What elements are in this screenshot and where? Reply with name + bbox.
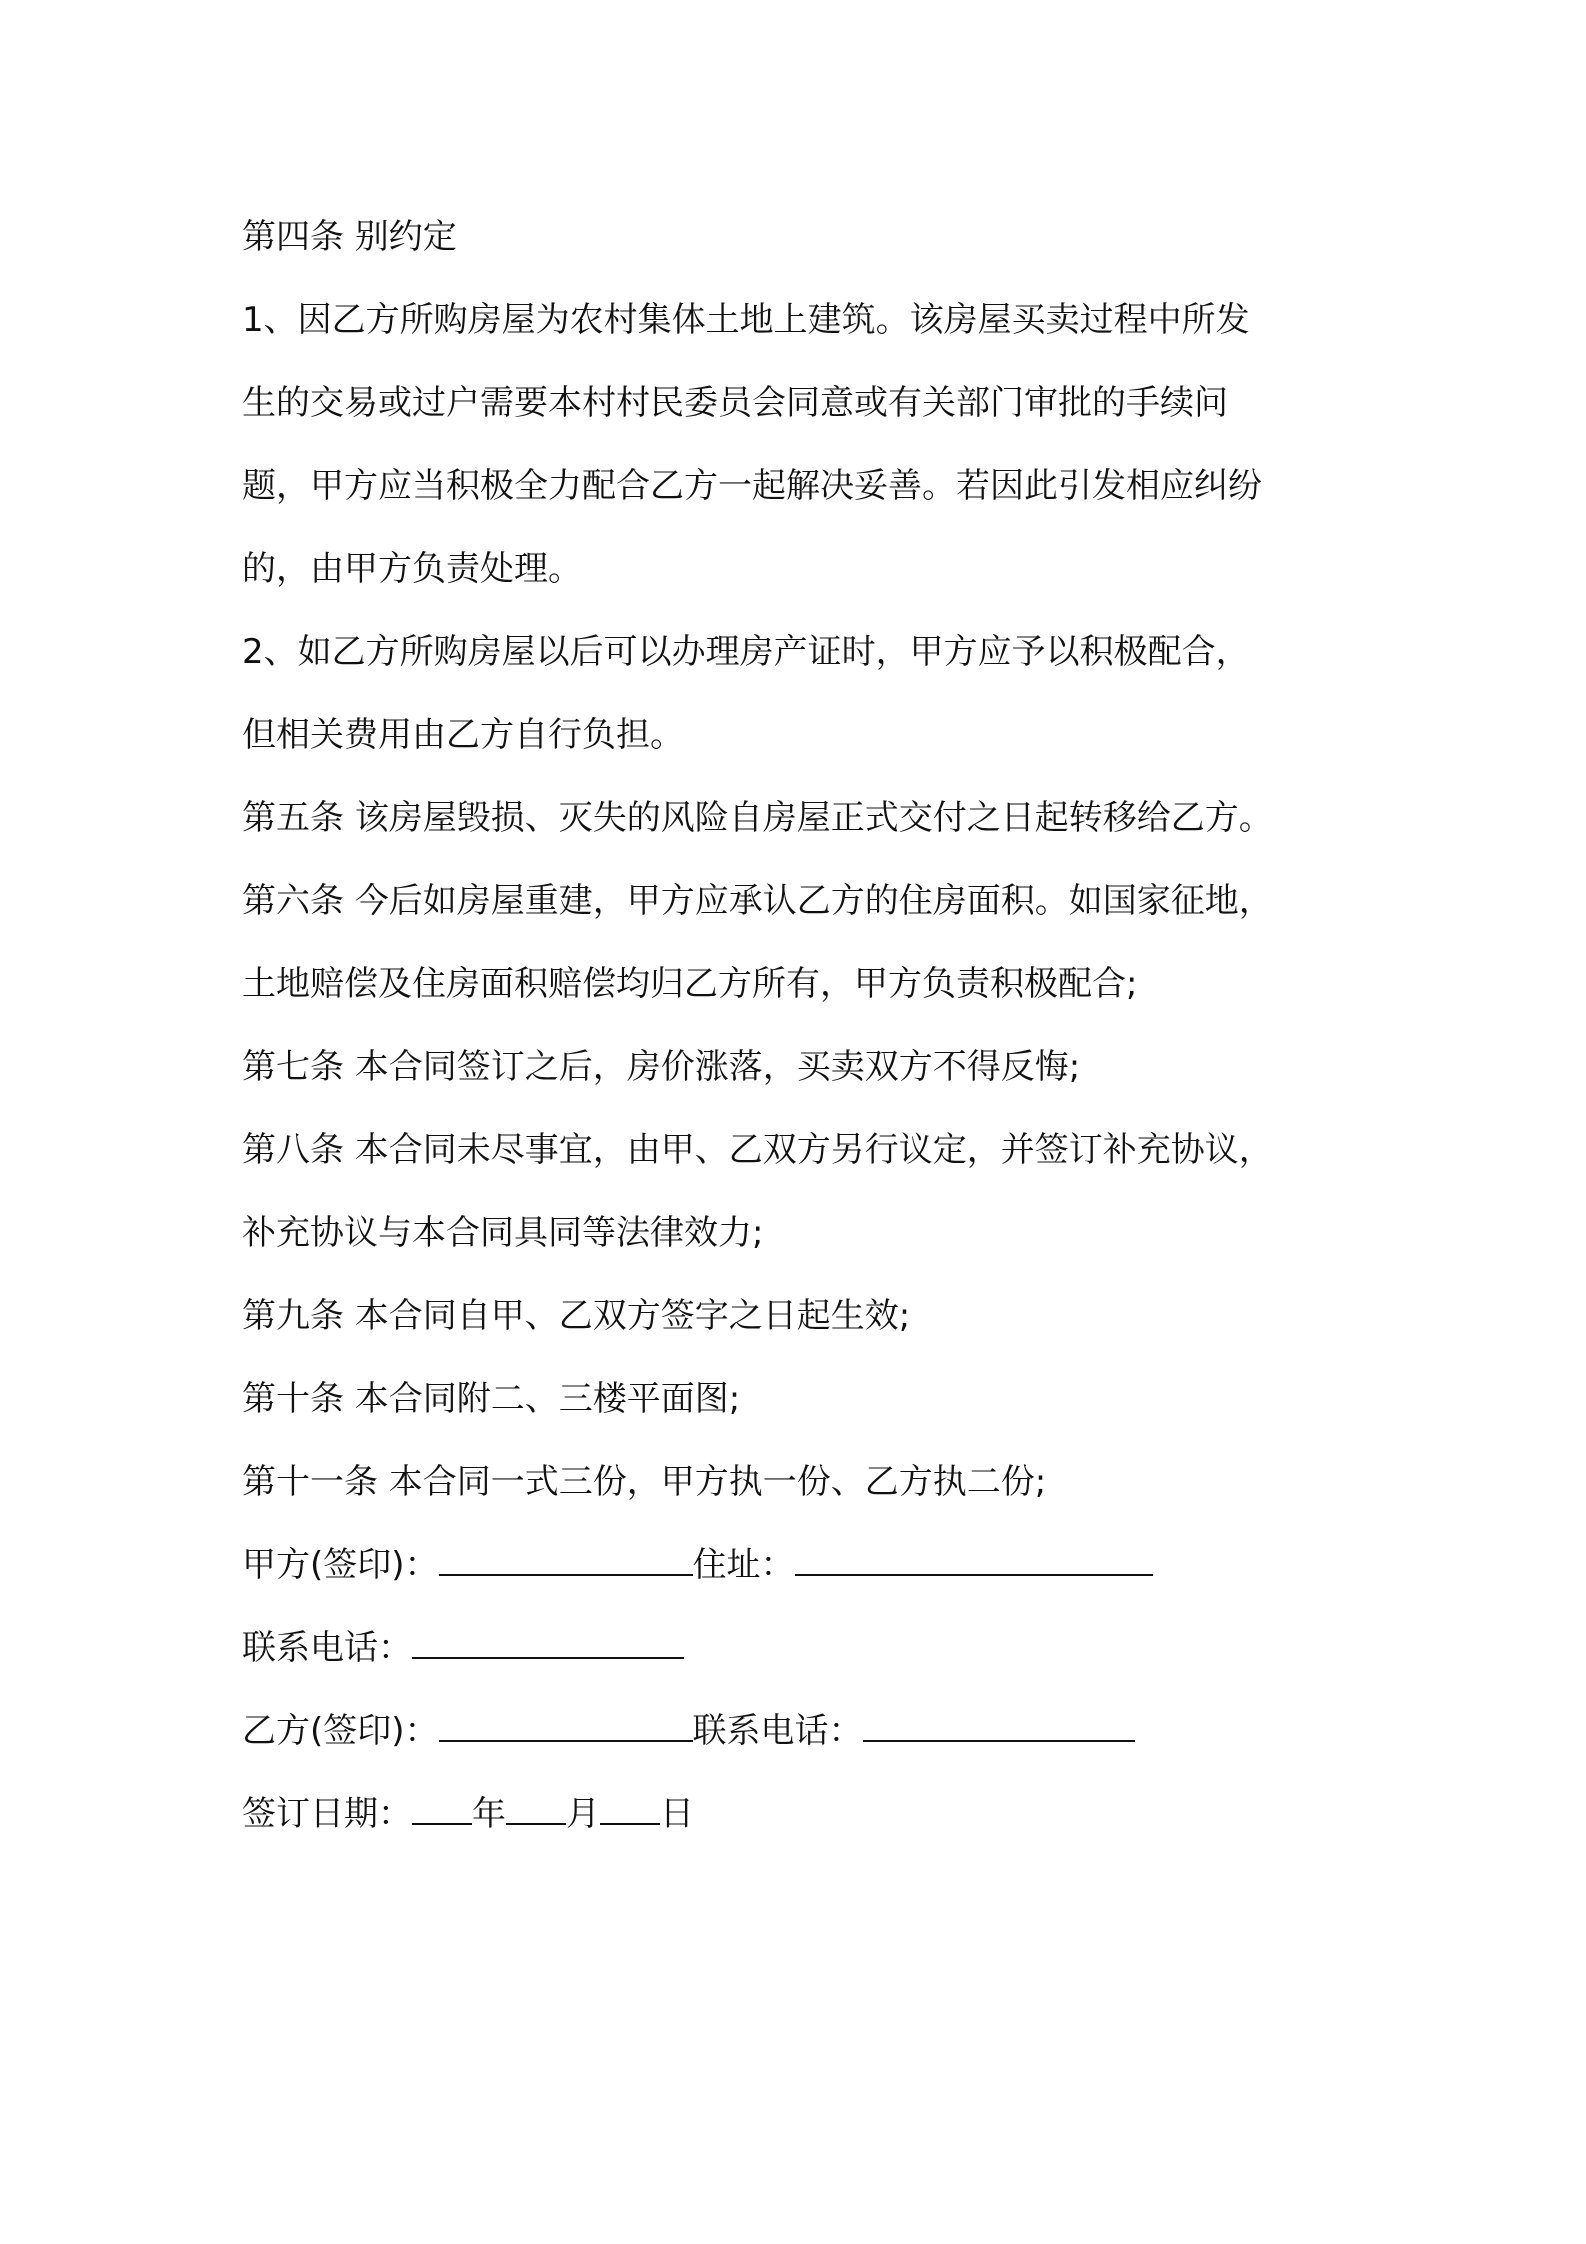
article-4-heading: 第四条 别约定	[242, 217, 457, 257]
party-b-label: 乙方(签印)：	[242, 1711, 439, 1751]
party-a-signature-blank[interactable]	[439, 1546, 693, 1576]
article-10: 第十条 本合同附二、三楼平面图;	[242, 1379, 741, 1419]
signing-date-row	[242, 1773, 1402, 1856]
article-4-item-1-line-2: 生的交易或过户需要本村村民委员会同意或有关部门审批的手续问	[242, 383, 1228, 423]
contract-body	[242, 196, 1402, 1856]
article-11: 第十一条 本合同一式三份，甲方执一份、乙方执二份;	[242, 1462, 1047, 1502]
party-b-phone-blank[interactable]	[863, 1712, 1135, 1742]
year-blank[interactable]	[412, 1795, 472, 1825]
year-label: 年	[472, 1794, 506, 1834]
article-4-item-2-line-1: 2、如乙方所购房屋以后可以办理房产证时，甲方应予以积极配合，	[242, 632, 1250, 672]
article-6-line-1: 第六条 今后如房屋重建，甲方应承认乙方的住房面积。如国家征地，	[242, 881, 1273, 921]
article-4-item-1-line-4: 的，由甲方负责处理。	[242, 549, 582, 589]
article-4-item-1-line-3: 题，甲方应当积极全力配合乙方一起解决妥善。若因此引发相应纠纷	[242, 466, 1262, 506]
day-label: 日	[660, 1794, 694, 1834]
date-label: 签订日期：	[242, 1794, 412, 1834]
party-b-signature-row	[242, 1690, 1402, 1773]
article-8-line-2: 补充协议与本合同具同等法律效力;	[242, 1213, 764, 1253]
article-8-line-1: 第八条 本合同未尽事宜，由甲、乙双方另行议定，并签订补充协议，	[242, 1130, 1273, 1170]
phone-label-b: 联系电话：	[692, 1711, 863, 1751]
party-a-signature-row	[242, 1524, 1402, 1607]
month-blank[interactable]	[506, 1795, 566, 1825]
article-4-item-1-line-1: 1、因乙方所购房屋为农村集体土地上建筑。该房屋买卖过程中所发	[242, 300, 1250, 340]
phone-label-a: 联系电话：	[242, 1628, 412, 1668]
address-blank[interactable]	[795, 1546, 1153, 1576]
month-label: 月	[566, 1794, 600, 1834]
party-a-phone-blank[interactable]	[412, 1629, 684, 1659]
article-6-line-2: 土地赔偿及住房面积赔偿均归乙方所有，甲方负责积极配合;	[242, 964, 1138, 1004]
party-a-label: 甲方(签印)：	[242, 1545, 439, 1585]
address-label: 住址：	[692, 1545, 795, 1585]
day-blank[interactable]	[600, 1795, 660, 1825]
party-a-phone-row	[242, 1607, 1402, 1690]
party-b-signature-blank[interactable]	[439, 1712, 693, 1742]
article-5: 第五条 该房屋毁损、灭失的风险自房屋正式交付之日起转移给乙方。	[242, 798, 1273, 838]
article-9: 第九条 本合同自甲、乙双方签字之日起生效;	[242, 1296, 911, 1336]
article-4-item-2-line-2: 但相关费用由乙方自行负担。	[242, 715, 684, 755]
article-7: 第七条 本合同签订之后，房价涨落，买卖双方不得反悔;	[242, 1047, 1081, 1087]
